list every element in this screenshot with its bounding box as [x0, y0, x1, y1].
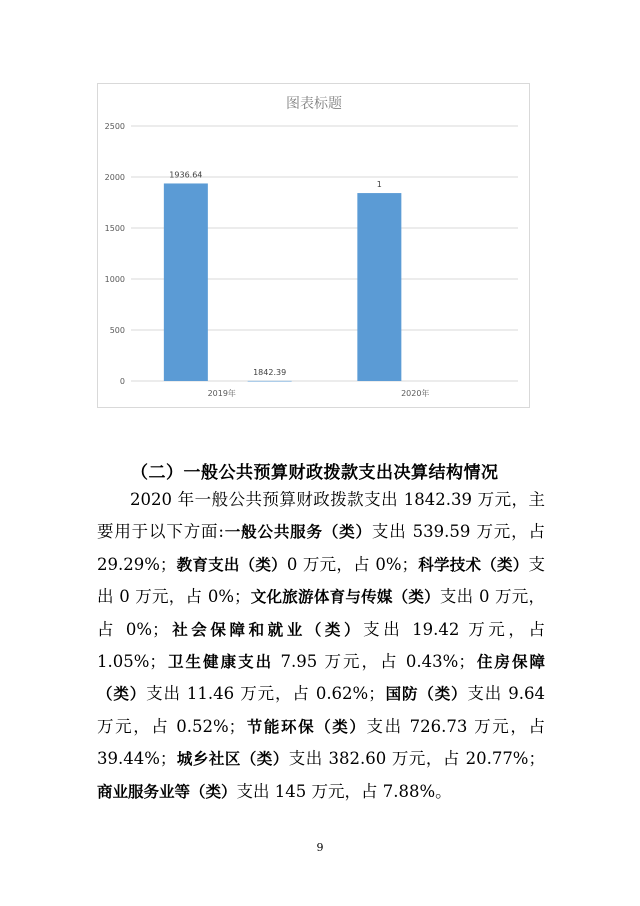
data-label: 1936.64: [169, 170, 203, 180]
category-energy-environment: 节能环保（类）: [245, 717, 367, 736]
y-tick-label: 500: [109, 326, 125, 335]
category-culture-tourism-sports-media: 文化旅游体育与传媒（类）: [250, 588, 440, 607]
body-paragraph: [97, 484, 545, 808]
chart-canvas: [98, 84, 531, 409]
text-housing-security: 支出 11.46 万元，占 0.62%；: [146, 684, 385, 704]
y-tick-label: 1000: [104, 275, 125, 284]
text-health: 7.95 万元，占 0.43%；: [273, 652, 475, 672]
y-tick-label: 0: [119, 377, 125, 386]
bar-series-1-0: [164, 183, 208, 381]
text-national-defense: 支出 9.64 万元，占 0.52%；: [97, 684, 545, 736]
category-commercial-services: 商业服务业等（类）: [97, 782, 237, 801]
category-science-technology: 科学技术（类）: [418, 555, 529, 574]
category-health: 卫生健康支出: [165, 653, 274, 672]
x-tick-label: 2019年: [207, 389, 236, 398]
text-commercial-services: 支出 145 万元，占 7.88%。: [236, 781, 452, 801]
bar-series-1-1: [357, 193, 401, 381]
category-urban-rural-community: 城乡社区（类）: [176, 750, 289, 769]
category-social-security-employment: 社会保障和就业（类）: [168, 620, 364, 639]
data-label: 1: [376, 180, 382, 190]
text-intro: 2020 年一般公共预算财政拨款支出 1842.39 万元，主要用于以下方面:: [97, 490, 545, 542]
text-energy-environment: 支出 726.73 万元，占 39.44%；: [97, 716, 545, 769]
text-education: 0 万元，占 0%；: [286, 554, 419, 574]
x-tick-label: 2020年: [401, 389, 430, 398]
text-general-public-services: 支出 539.59 万元，占 29.29%；: [97, 522, 545, 574]
data-label: 1842.39: [253, 367, 287, 377]
bar-series-2-0: [248, 381, 292, 382]
page-number: 9: [316, 841, 324, 854]
y-tick-label: 2000: [104, 173, 125, 182]
y-tick-label: 2500: [104, 122, 125, 131]
category-general-public-services: 一般公共服务（类）: [223, 523, 372, 542]
section-title: （二）一般公共预算财政拨款支出决算结构情况: [131, 463, 499, 483]
bar-chart: [97, 83, 530, 408]
text-culture-tourism-sports-media: 支出 0 万元，占 0%；: [97, 587, 545, 639]
category-housing-security: 住房保障（类）: [97, 653, 545, 704]
text-social-security-employment: 支出 19.42 万元，占 1.05%；: [97, 619, 545, 672]
chart-title: 图表标题: [286, 96, 342, 112]
text-urban-rural-community: 支出 382.60 万元，占 20.77%；: [288, 749, 545, 769]
y-tick-label: 1500: [104, 224, 125, 233]
text-science-technology: 支出 0 万元，占 0%；: [97, 554, 545, 607]
category-education: 教育支出（类）: [176, 555, 287, 574]
category-national-defense: 国防（类）: [384, 685, 468, 704]
